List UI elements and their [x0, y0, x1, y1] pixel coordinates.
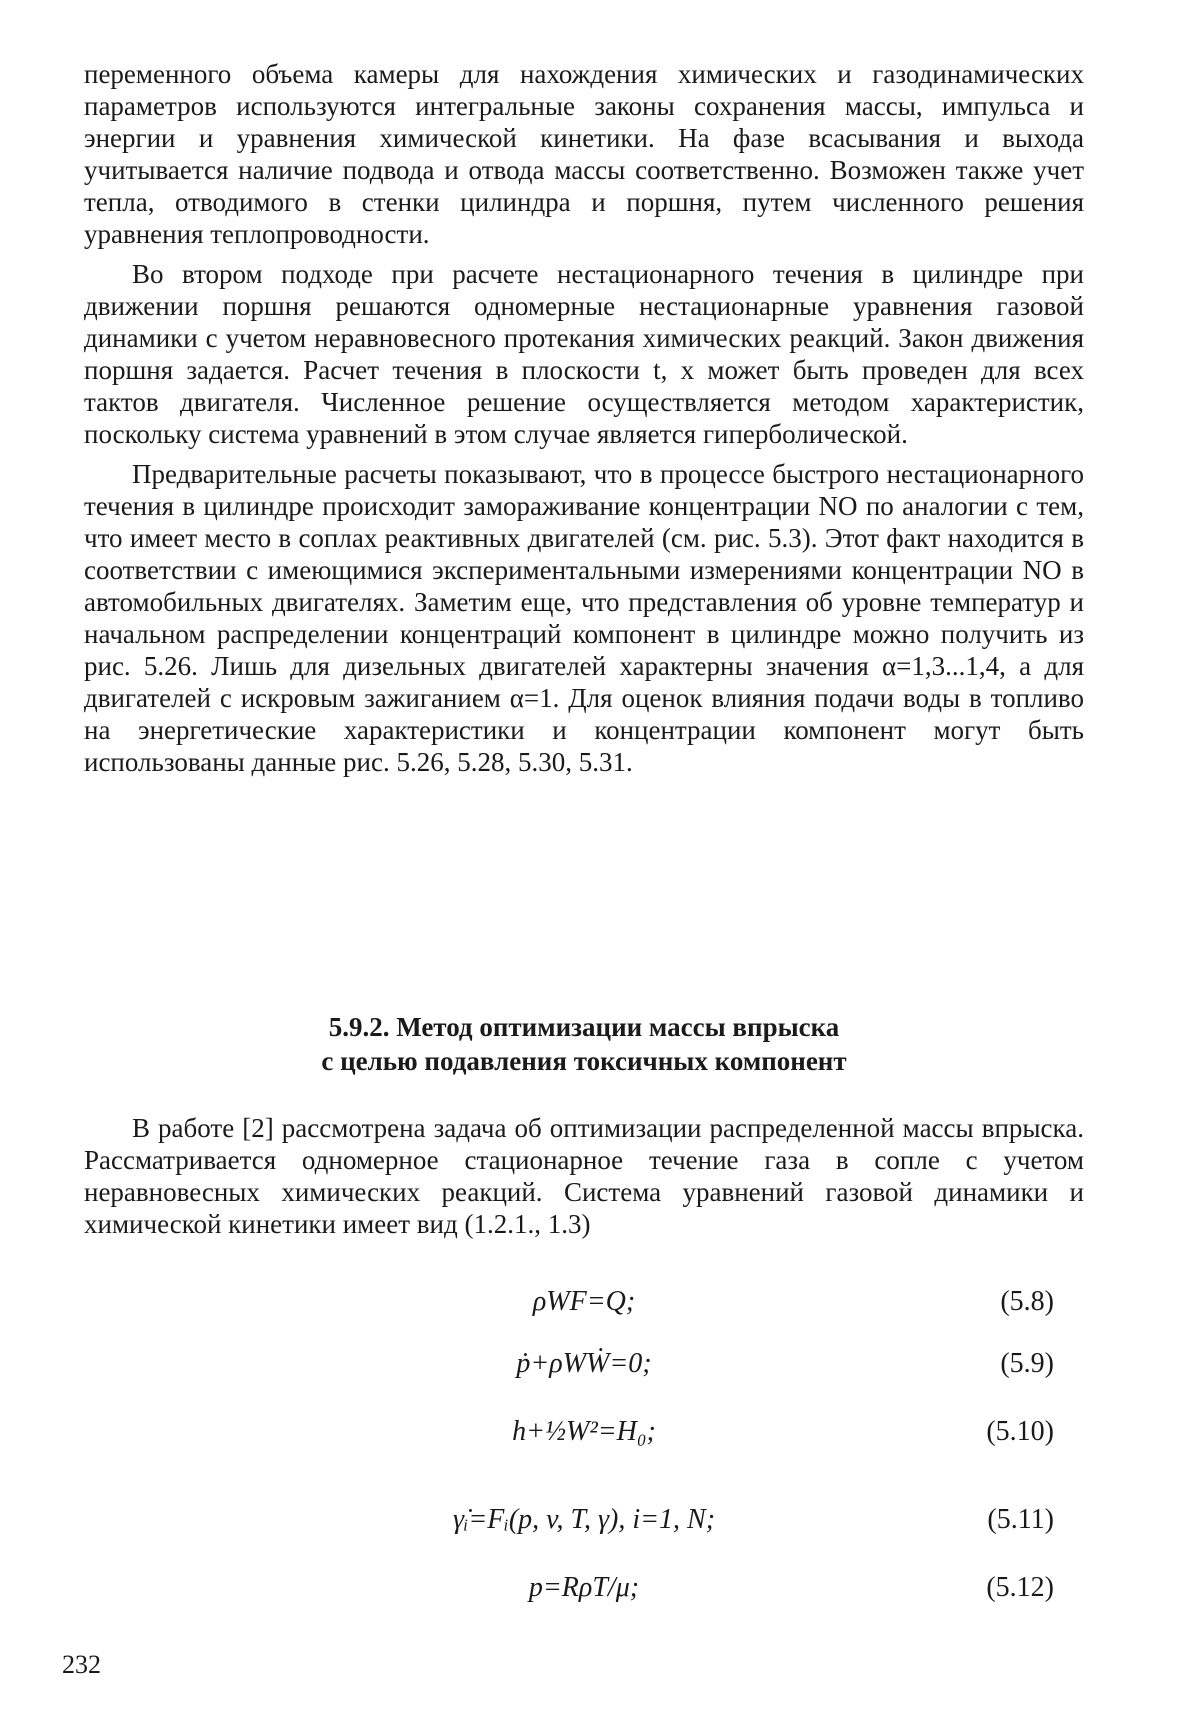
equation-number: (5.12) — [986, 1572, 1054, 1603]
paragraph-1: переменного объема камеры для нахождения химических и газодинамических параметров используются интегральные законы сохранения массы, импульса и энергии и уравнения химической кинетики. На фазе всасывания и выхода учитывается наличие подвода и отвода массы соответственно. Возможен также учет тепла, отводимого в стенки цилиндра и поршня, путем численного решения уравнения теплопроводности. — [84, 59, 1084, 249]
equation-5-8 — [84, 1278, 1084, 1328]
body-text — [84, 58, 1084, 786]
equation-number: (5.10) — [986, 1416, 1054, 1447]
equation-5-12 — [84, 1564, 1084, 1614]
equation-5-9 — [84, 1340, 1084, 1390]
section-heading-line-2: с целью подавления токсичных компонент — [321, 1046, 847, 1076]
equation-number: (5.9) — [1000, 1348, 1054, 1379]
equation-expression: p=RρT/μ; — [528, 1572, 640, 1603]
section-body — [84, 1112, 1084, 1248]
equation-expression: γ̇ᵢ=Fᵢ(p, v, T, γ), i=1, N; — [452, 1504, 716, 1535]
paragraph-2: Во втором подходе при расчете нестационарного течения в цилиндре при движении поршня решаются одномерные нестационарные уравнения газовой динамики с учетом неравновесного протекания химических реакций. Закон движения поршня задается. Расчет течения в плоскости t, x может быть проведен для всех тактов двигателя. Численное решение осуществляется методом характеристик, поскольку система уравнений в этом случае является гиперболической. — [84, 259, 1084, 449]
equation-expression: ρWF=Q; — [532, 1286, 636, 1317]
section-heading-line-1: 5.9.2. Метод оптимизации массы впрыска — [328, 1012, 840, 1042]
equation-expression: h+½W²=H₀; — [512, 1416, 656, 1447]
intro-paragraph: В работе [2] рассмотрена задача об оптимизации распределенной массы впрыска. Рассматривается одномерное стационарное течение газа в сопле с учетом неравновесных химических реакций. Система уравнений газовой динамики и химической кинетики имеет вид (1.2.1., 1.3) — [84, 1113, 1084, 1239]
section-heading — [84, 1010, 1084, 1078]
equation-5-11 — [84, 1496, 1084, 1546]
equation-5-10 — [84, 1408, 1084, 1458]
page-number: 232 — [62, 1650, 101, 1679]
equation-expression: ṗ+ρWẆ=0; — [516, 1348, 652, 1379]
equation-number: (5.8) — [1000, 1286, 1054, 1317]
equation-number: (5.11) — [987, 1504, 1054, 1535]
paragraph-3: Предварительные расчеты показывают, что в процессе быстрого нестационарного течения в цилиндре происходит замораживание концентрации NO по аналогии с тем, что имеет место в соплах реактивных двигателей (см. рис. 5.3). Этот факт находится в соответствии с имеющимися экспериментальными измерениями концентрации NO в автомобильных двигателях. Заметим еще, что представления об уровне температур и начальном распределении концентраций компонент в цилиндре можно получить из рис. 5.26. Лишь для дизельных двигателей характерны значения α=1,3...1,4, а для двигателей с искровым зажиганием α=1. Для оценок влияния подачи воды в топливо на энергетические характеристики и концентрации компонент могут быть использованы данные рис. 5.26, 5.28, 5.30, 5.31. — [84, 459, 1084, 777]
